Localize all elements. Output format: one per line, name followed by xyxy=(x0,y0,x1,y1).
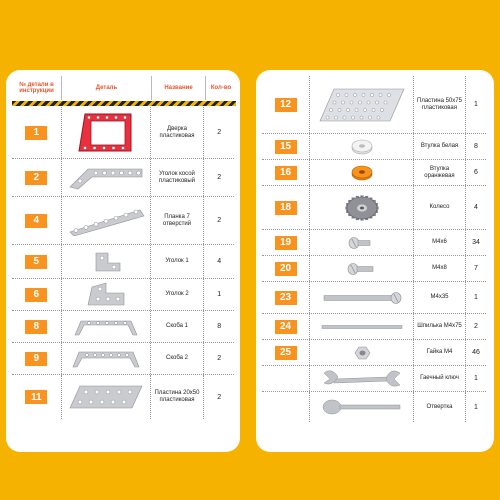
part-name: Дверка пластиковая xyxy=(151,107,205,158)
screw-m4x6-icon xyxy=(310,230,414,255)
table-header xyxy=(12,76,236,100)
screwdriver-icon xyxy=(310,392,414,422)
part-number-cell xyxy=(262,314,310,339)
part-name: Втулка белая xyxy=(414,134,466,159)
part-number-badge: 9 xyxy=(25,352,47,366)
hazard-stripe xyxy=(12,101,236,106)
part-number-badge: 15 xyxy=(275,140,297,154)
part-quantity: 6 xyxy=(474,169,478,176)
header-qty: Кол-во xyxy=(210,84,232,91)
part-name: Скоба 2 xyxy=(151,343,205,374)
threaded-rod-icon xyxy=(310,314,414,339)
screw-m4x8-icon xyxy=(310,256,414,281)
part-number-cell xyxy=(262,256,310,281)
part-quantity: 1 xyxy=(474,375,478,382)
corner-1-icon xyxy=(62,245,151,278)
plate-50x75-icon xyxy=(310,76,414,133)
header-part: Деталь xyxy=(62,76,152,100)
part-name: Пластина 50x75 пластиковая xyxy=(414,76,466,133)
part-name: М4х6 xyxy=(414,230,466,255)
part-number-cell xyxy=(12,107,62,158)
part-quantity: 2 xyxy=(217,355,222,362)
table-row xyxy=(12,279,234,311)
parts-sheet-left xyxy=(6,70,240,452)
part-number-cell xyxy=(262,134,310,159)
part-quantity: 4 xyxy=(217,258,222,265)
part-number-cell xyxy=(262,160,310,185)
part-quantity: 2 xyxy=(217,174,222,181)
part-quantity: 1 xyxy=(474,294,478,301)
part-name: М4х8 xyxy=(414,256,466,281)
part-name: Пластина 20x50 пластиковая xyxy=(151,375,205,419)
table-row xyxy=(262,314,486,340)
part-number-badge: 5 xyxy=(25,255,47,269)
part-name: Колесо xyxy=(414,186,466,229)
part-number-badge: 20 xyxy=(275,262,297,276)
part-quantity: 8 xyxy=(217,323,222,330)
part-quantity: 2 xyxy=(217,393,222,401)
part-number-badge: 12 xyxy=(275,98,297,112)
part-number-cell xyxy=(262,230,310,255)
part-number-cell xyxy=(12,159,62,196)
part-number-cell xyxy=(12,245,62,278)
part-quantity: 2 xyxy=(474,323,478,330)
part-name: Уголок 1 xyxy=(151,245,205,278)
table-row xyxy=(262,186,486,230)
part-name: Гайка М4 xyxy=(414,340,466,365)
header-num: № детали в инструкции xyxy=(12,76,62,100)
table-row xyxy=(262,340,486,366)
red-plastic-door-icon xyxy=(62,107,151,158)
part-number-badge: 2 xyxy=(25,171,47,185)
part-number-cell xyxy=(12,375,62,419)
table-row xyxy=(262,160,486,186)
table-row xyxy=(12,343,234,375)
part-number-badge: 6 xyxy=(25,288,47,302)
bracket-2-icon xyxy=(62,343,151,374)
table-row xyxy=(12,311,234,343)
screw-m4x35-icon xyxy=(310,282,414,313)
part-quantity: 2 xyxy=(217,217,222,224)
gear-wheel-icon xyxy=(310,186,414,229)
table-row xyxy=(262,134,486,160)
table-row xyxy=(12,159,234,197)
part-name: Шпилька М4х75 xyxy=(414,314,466,339)
part-quantity: 1 xyxy=(217,291,222,298)
bracket-1-icon xyxy=(62,311,151,342)
part-number-badge: 18 xyxy=(275,201,297,215)
part-number-badge: 4 xyxy=(25,214,47,228)
part-number-badge: 16 xyxy=(275,166,297,180)
part-number-badge: 23 xyxy=(275,291,297,305)
part-number-cell xyxy=(262,366,310,391)
table-row xyxy=(12,197,234,245)
part-name: Втулка оранжевая xyxy=(414,160,466,185)
part-number-cell xyxy=(262,76,310,133)
part-name: Гаечный ключ xyxy=(414,366,466,391)
table-row xyxy=(262,366,486,392)
part-number-badge: 24 xyxy=(275,320,297,334)
orange-bushing-icon xyxy=(310,160,414,185)
table-row xyxy=(262,392,486,422)
table-row xyxy=(262,282,486,314)
part-number-cell xyxy=(12,279,62,310)
table-row xyxy=(262,230,486,256)
table-row xyxy=(12,245,234,279)
white-bushing-icon xyxy=(310,134,414,159)
table-row xyxy=(12,107,234,159)
part-quantity: 7 xyxy=(474,265,478,272)
part-number-cell xyxy=(12,343,62,374)
part-quantity: 34 xyxy=(472,239,480,246)
part-number-cell xyxy=(262,340,310,365)
part-name: Планка 7 отверстий xyxy=(151,197,205,244)
part-quantity: 1 xyxy=(474,101,478,108)
part-number-badge: 8 xyxy=(25,320,47,334)
part-number-cell xyxy=(262,392,310,422)
part-name: Уголок косой пластиковый xyxy=(151,159,205,196)
nut-m4-icon xyxy=(310,340,414,365)
part-number-badge: 25 xyxy=(275,346,297,360)
parts-table-left xyxy=(12,107,234,419)
corner-2-icon xyxy=(62,279,151,310)
part-number-badge: 11 xyxy=(25,390,47,404)
plate-20x50-icon xyxy=(62,375,151,419)
table-row xyxy=(262,256,486,282)
part-name: Отвертка xyxy=(414,392,466,422)
part-number-cell xyxy=(262,186,310,229)
part-number-cell xyxy=(12,311,62,342)
part-number-badge: 19 xyxy=(275,236,297,250)
part-name: М4х35 xyxy=(414,282,466,313)
parts-sheet-right xyxy=(256,70,494,452)
part-quantity: 4 xyxy=(474,204,478,211)
part-quantity: 46 xyxy=(472,349,480,356)
parts-table-right xyxy=(262,76,486,422)
part-name: Скоба 1 xyxy=(151,311,205,342)
part-number-badge: 1 xyxy=(25,126,47,140)
table-row xyxy=(262,76,486,134)
wrench-icon xyxy=(310,366,414,391)
slanted-corner-icon xyxy=(62,159,151,196)
part-quantity: 2 xyxy=(217,129,222,136)
table-row xyxy=(12,375,234,419)
part-quantity: 8 xyxy=(474,143,478,150)
part-number-cell xyxy=(12,197,62,244)
part-quantity: 1 xyxy=(474,403,478,411)
header-name: Название xyxy=(152,76,206,100)
part-number-cell xyxy=(262,282,310,313)
strip-7-holes-icon xyxy=(62,197,151,244)
part-name: Уголок 2 xyxy=(151,279,205,310)
